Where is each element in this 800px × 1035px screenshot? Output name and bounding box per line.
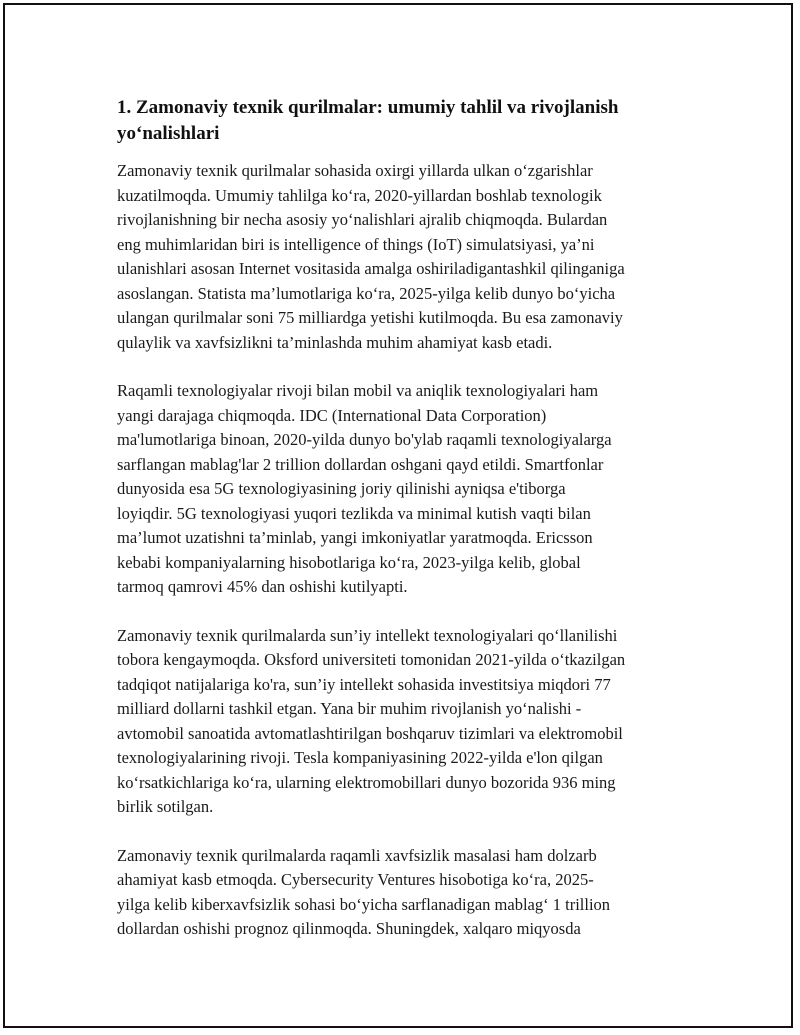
paragraph-digital-tech: Raqamli texnologiyalar rivoji bilan mobil va aniqlik texnologiyalari ham yangi darajaga chiqmoqda. IDC (International Data Corporation) ma'lumotlariga binoan, 2020-yilda dunyo bo'ylab raqamli texnologiyalarga sarflangan mablag'lar 2 trillion dollardan oshgani qayd etildi. Smartfonlar dunyosida esa 5G texnologiyasining joriy qilinishi ayniqsa e'tiborga loyiqdir. 5G texnologiyasi yuqori tezlikda va minimal kutish vaqti bilan ma’lumot uzatishni ta’minlab, yangi imkoniyatlar yaratmoqda. Ericsson kebabi kompaniyalarning hisobotlariga ko‘ra, 2023-yilga kelib, global tarmoq qamrovi 45% dan oshishi kutilyapti.	[117, 381, 612, 596]
section-heading: 1. Zamonaviy texnik qurilmalar: umumiy tahlil va rivojlanish yo‘nalishlari	[117, 97, 619, 144]
document-body	[117, 95, 687, 966]
paragraph-cybersecurity: Zamonaviy texnik qurilmalarda raqamli xavfsizlik masalasi ham dolzarb ahamiyat kasb etmoqda. Cybersecurity Ventures hisobotiga ko‘ra, 2025- yilga kelib kiberxavfsizlik sohasi bo‘yicha sarflanadigan mablag‘ 1 trillion dollardan oshishi prognoz qilinmoqda. Shuningdek, xalqaro miqyosda	[117, 845, 611, 938]
paragraph-iot: Zamonaviy texnik qurilmalar sohasida oxirgi yillarda ulkan o‘zgarishlar kuzatilmoqda. Umumiy tahlilga ko‘ra, 2020-yillardan boshlab texnologik rivojlanishning bir necha asosiy yo‘nalishlari ajralib chiqmoqda. Bulardan eng muhimlaridan biri is intelligence of things (IoT) simulatsiyasi, ya’ni ulanishlari asosan Internet vositasida amalga oshiriladigantashkil qilinganiga asoslangan. Statista ma’lumotlariga ko‘ra, 2025-yilga kelib dunyo bo‘yicha ulangan qurilmalar soni 75 milliardga yetishi kutilmoqda. Bu esa zamonaviy qulaylik va xavfsizlikni ta’minlashda muhim ahamiyat kasb etadi.	[117, 161, 625, 352]
paragraph-ai: Zamonaviy texnik qurilmalarda sun’iy intellekt texnologiyalari qo‘llanilishi tobora kengaymoqda. Oksford universiteti tomonidan 2021-yilda o‘tkazilgan tadqiqot natijalariga ko'ra, sun’iy intellekt sohasida investitsiya miqdori 77 milliard dollarni tashkil etgan. Yana bir muhim rivojlanish yo‘nalishi - avtomobil sanoatida avtomatlashtirilgan boshqaruv tizimlari va elektromobil texnologiyalarining rivoji. Tesla kompaniyasining 2022-yilda e'lon qilgan ko‘rsatkichlariga ko‘ra, ularning elektromobillari dunyo bozorida 936 ming birlik sotilgan.	[117, 625, 626, 816]
